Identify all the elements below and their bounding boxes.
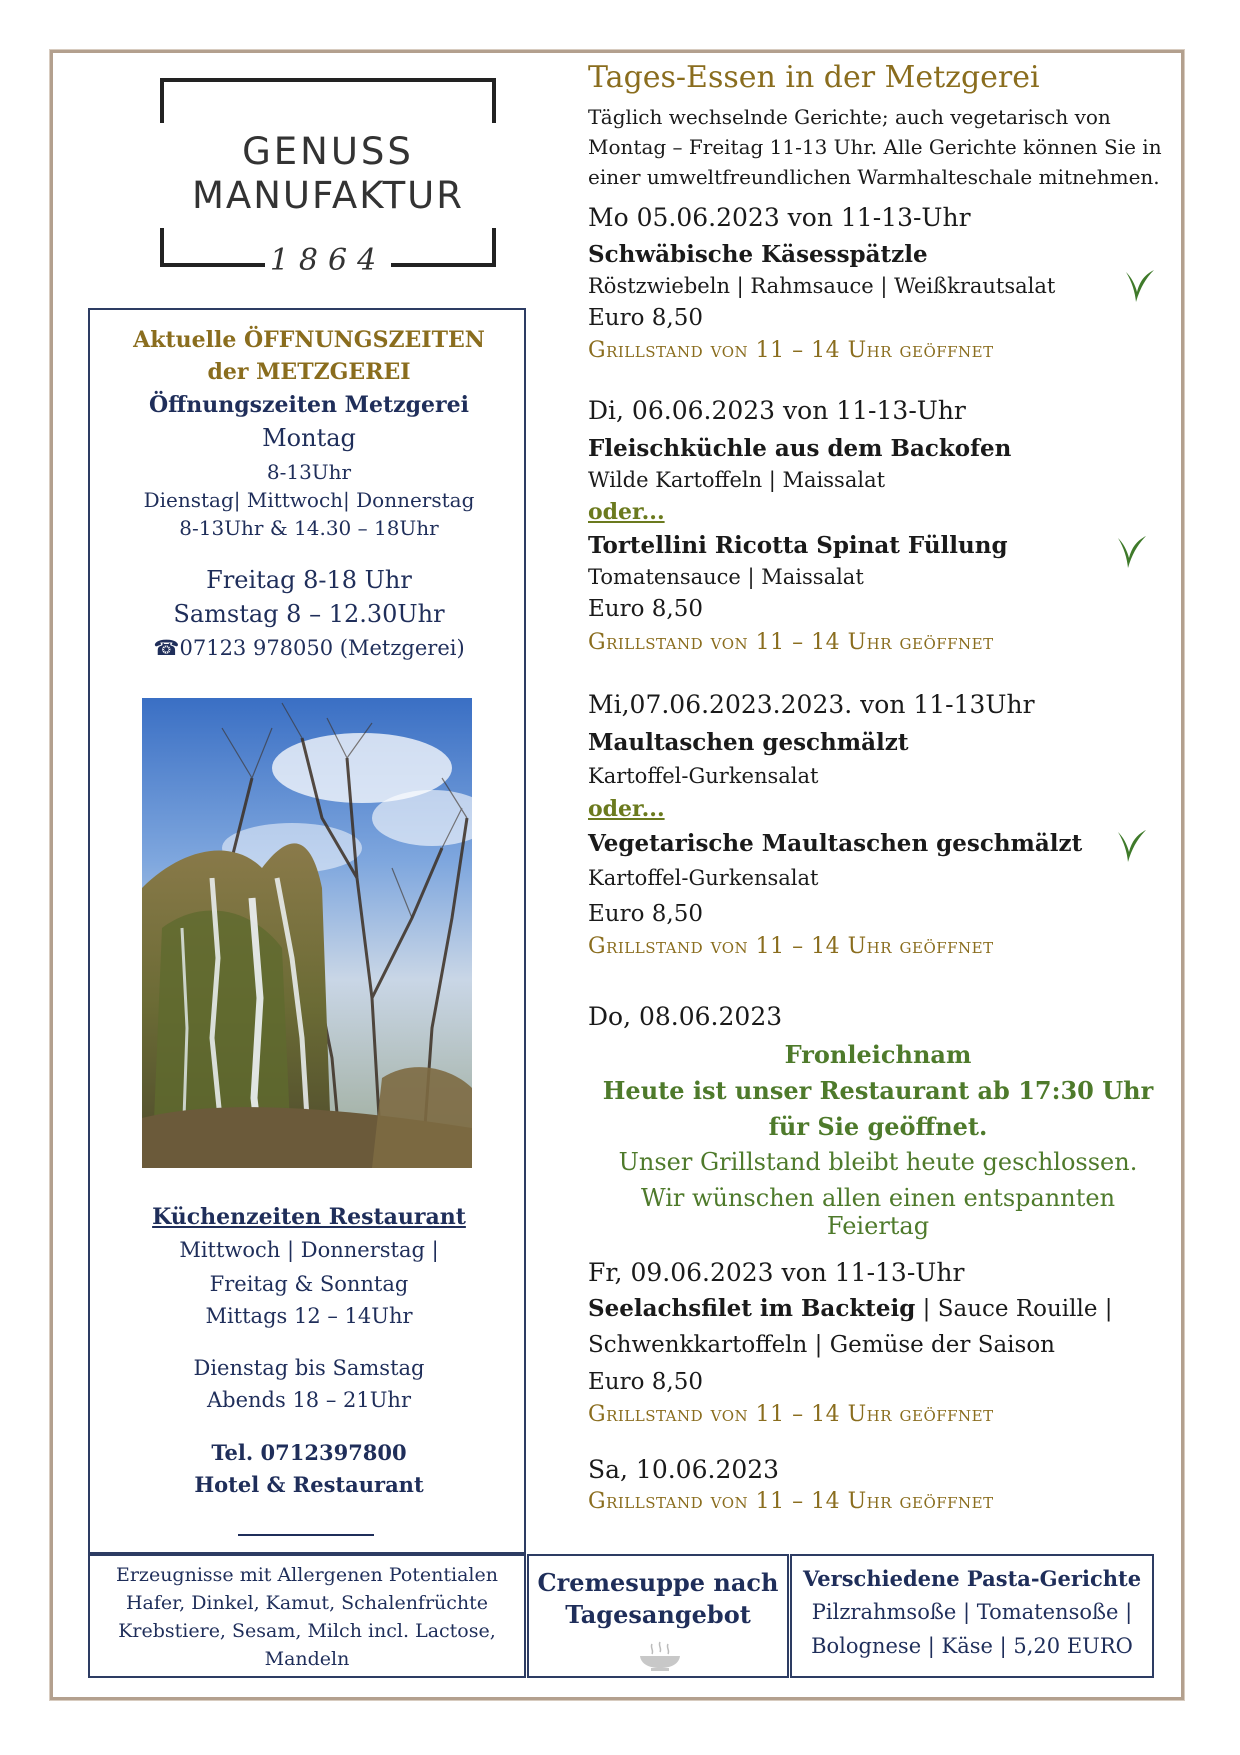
thu-notice4: Wir wünschen allen einen entspannten Feiertag xyxy=(640,1184,1116,1240)
menu-intro-3: einer umweltfreundlichen Warmhalteschale mitnehmen. xyxy=(588,165,1160,189)
menu-title: Tages-Essen in der Metzgerei xyxy=(588,60,1040,95)
kitchen-line5: Abends 18 – 21Uhr xyxy=(206,1388,411,1412)
allergen-line1: Erzeugnisse mit Allergenen Potentialen xyxy=(115,1564,498,1586)
panel-divider xyxy=(238,1534,374,1536)
logo-frame-bottom-right xyxy=(391,263,496,267)
kitchen-title: Küchenzeiten Restaurant xyxy=(152,1204,466,1230)
thu-notice2: für Sie geöffnet. xyxy=(768,1112,988,1141)
kitchen-line3: Mittags 12 – 14Uhr xyxy=(205,1304,413,1328)
thu-notice3: Unser Grillstand bleibt heute geschlossen. xyxy=(618,1148,1138,1176)
sat-grill: Grillstand von 11 – 14 Uhr geöffnet xyxy=(588,1489,994,1514)
logo-frame-bottom-left xyxy=(160,263,265,267)
pasta-line2: Bolognese | Käse | 5,20 EURO xyxy=(811,1634,1133,1658)
fri-side-a: | Sauce Rouille | xyxy=(915,1296,1113,1322)
logo-frame-top xyxy=(160,78,496,123)
logo-frame-left xyxy=(160,228,164,267)
logo-line2: MANUFAKTUR xyxy=(192,174,464,217)
wed-oder: oder... xyxy=(588,796,665,822)
thu-notice1: Heute ist unser Restaurant ab 17:30 Uhr xyxy=(602,1076,1154,1105)
allergen-line4: Mandeln xyxy=(264,1648,350,1670)
pasta-line1: Pilzrahmsoße | Tomatensoße | xyxy=(811,1600,1133,1624)
kitchen-tel[interactable]: Tel. 0712397800 xyxy=(211,1440,407,1465)
fri-dish: Seelachsfilet im Backteig xyxy=(588,1295,916,1322)
wed-side2: Kartoffel-Gurkensalat xyxy=(588,866,819,890)
wed-dish1: Maultaschen geschmälzt xyxy=(588,729,909,756)
tue-oder: oder... xyxy=(588,499,665,525)
fri-day: Fr, 09.06.2023 von 11-13-Uhr xyxy=(588,1258,965,1287)
logo-year: 1864 xyxy=(269,243,387,278)
hours-friday: Freitag 8-18 Uhr xyxy=(206,566,412,594)
mon-price: Euro 8,50 xyxy=(588,305,703,331)
kitchen-line4: Dienstag bis Samstag xyxy=(193,1356,425,1380)
vegetarian-leaf-icon xyxy=(1122,266,1156,306)
soup-bowl-icon xyxy=(637,1640,683,1672)
wed-price: Euro 8,50 xyxy=(588,901,703,927)
pasta-title: Verschiedene Pasta-Gerichte xyxy=(802,1566,1142,1591)
tue-side2: Tomatensauce | Maissalat xyxy=(588,565,864,589)
thu-holiday: Fronleichnam xyxy=(784,1040,972,1069)
hours-subtitle: Öffnungszeiten Metzgerei xyxy=(149,392,469,418)
tue-side1: Wilde Kartoffeln | Maissalat xyxy=(588,468,886,492)
mon-side: Röstzwiebeln | Rahmsauce | Weißkrautsalat xyxy=(588,274,1056,298)
allergen-line2: Hafer, Dinkel, Kamut, Schalenfrüchte xyxy=(125,1592,489,1614)
tue-dish1: Fleischküchle aus dem Backofen xyxy=(588,435,1012,462)
tue-grill: Grillstand von 11 – 14 Uhr geöffnet xyxy=(588,630,994,655)
wed-dish2: Vegetarische Maultaschen geschmälzt xyxy=(588,830,1083,857)
fri-grill: Grillstand von 11 – 14 Uhr geöffnet xyxy=(588,1402,994,1427)
hours-saturday: Samstag 8 – 12.30Uhr xyxy=(173,600,445,628)
telephone-icon: ☎ xyxy=(153,636,180,660)
kitchen-line2: Freitag & Sonntag xyxy=(209,1272,409,1296)
mon-dish: Schwäbische Käsesspätzle xyxy=(588,241,928,268)
kitchen-venue: Hotel & Restaurant xyxy=(194,1472,424,1497)
logo-frame-right xyxy=(492,228,496,267)
allergen-box xyxy=(88,1554,526,1678)
tue-day: Di, 06.06.2023 von 11-13-Uhr xyxy=(588,396,966,425)
pasta-box xyxy=(790,1554,1154,1678)
soup-line2: Tagesangebot xyxy=(565,1600,751,1629)
fri-side-b: Schwenkkartoffeln | Gemüse der Saison xyxy=(588,1332,1055,1358)
vegetarian-leaf-icon xyxy=(1114,532,1148,572)
hours-phone-row xyxy=(90,636,528,660)
mon-grill: Grillstand von 11 – 14 Uhr geöffnet xyxy=(588,338,994,363)
waterfall-photo xyxy=(142,698,472,1168)
hours-phone[interactable]: 07123 978050 (Metzgerei) xyxy=(179,636,465,660)
hours-monday: Montag xyxy=(262,424,356,452)
allergen-line3: Krebstiere, Sesam, Milch incl. Lactose, xyxy=(118,1620,496,1642)
vegetarian-leaf-icon xyxy=(1114,826,1148,866)
logo-line1: GENUSS xyxy=(242,130,414,173)
wed-day: Mi,07.06.2023.2023. von 11-13Uhr xyxy=(588,690,1035,719)
wed-grill: Grillstand von 11 – 14 Uhr geöffnet xyxy=(588,934,994,959)
mon-day: Mo 05.06.2023 von 11-13-Uhr xyxy=(588,203,971,232)
tue-price: Euro 8,50 xyxy=(588,596,703,622)
tue-dish2: Tortellini Ricotta Spinat Füllung xyxy=(588,532,1008,559)
fri-dish-row xyxy=(588,1295,1168,1322)
hours-title-line1: Aktuelle ÖFFNUNGSZEITEN xyxy=(133,327,485,353)
logo xyxy=(160,78,496,288)
hours-monday-time: 8-13Uhr xyxy=(266,460,352,484)
hours-midweek-time: 8-13Uhr & 14.30 – 18Uhr xyxy=(179,516,439,540)
soup-box xyxy=(527,1554,789,1678)
sat-day: Sa, 10.06.2023 xyxy=(588,1455,780,1484)
menu-intro-1: Täglich wechselnde Gerichte; auch vegetarisch von xyxy=(588,105,1111,129)
hours-title-line2: der METZGEREI xyxy=(207,359,411,385)
thu-day: Do, 08.06.2023 xyxy=(588,1002,783,1031)
menu-intro-2: Montag – Freitag 11-13 Uhr. Alle Gerichte können Sie in xyxy=(588,135,1162,159)
kitchen-line1: Mittwoch | Donnerstag | xyxy=(179,1238,439,1262)
soup-line1: Cremesuppe nach xyxy=(537,1568,779,1597)
hours-midweek-days: Dienstag| Mittwoch| Donnerstag xyxy=(143,488,475,512)
wed-side1: Kartoffel-Gurkensalat xyxy=(588,764,819,788)
fri-price: Euro 8,50 xyxy=(588,1369,703,1395)
